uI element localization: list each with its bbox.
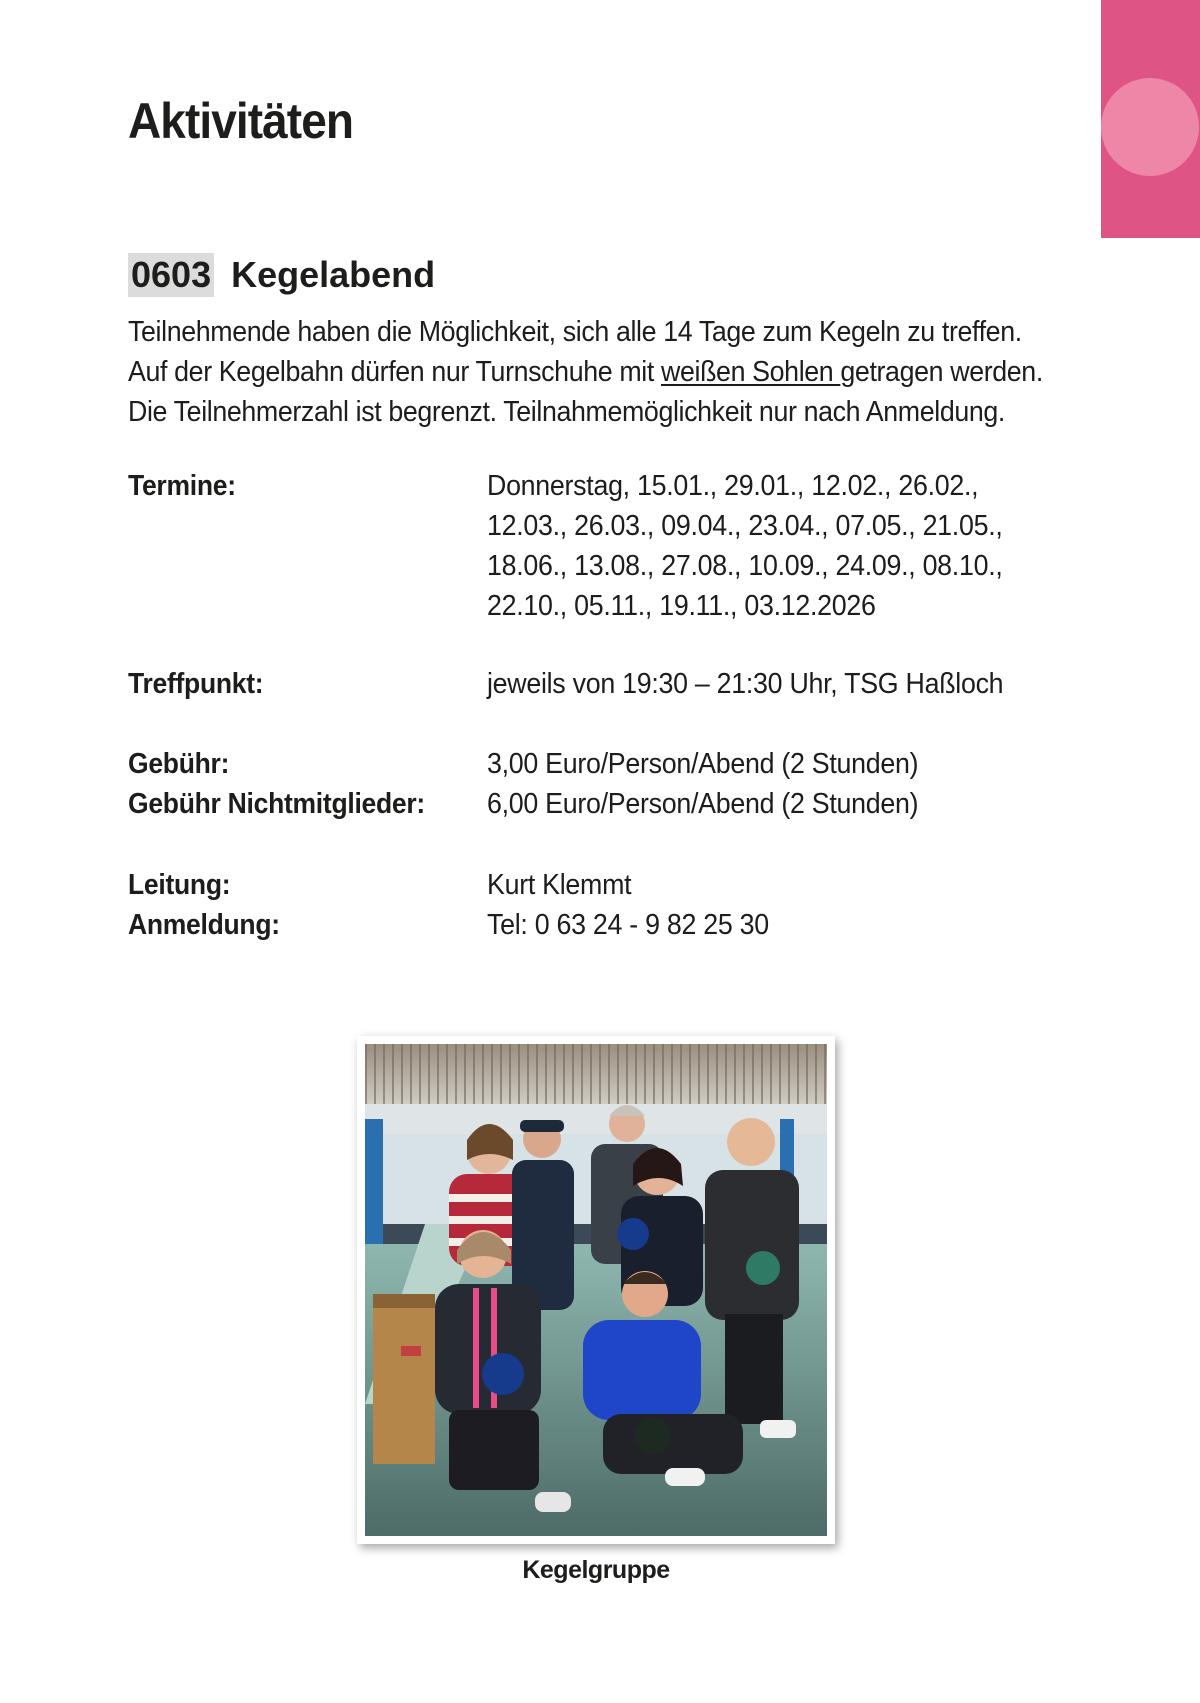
description-line: Teilnehmende haben die Möglichkeit, sich alle 14 Tage zum Kegeln zu treffen. — [128, 316, 1022, 348]
leitung-label: Leitung: — [128, 869, 231, 901]
dates-line: 22.10., 05.11., 19.11., 03.12.2026 — [487, 590, 876, 622]
tab-circle-decoration — [1101, 78, 1199, 176]
leitung-value: Kurt Klemmt — [487, 869, 632, 901]
termine-label: Termine: — [128, 470, 236, 502]
photo-caption: Kegelgruppe — [522, 1556, 670, 1584]
description-text: Auf der Kegelbahn dürfen nur Turnschuhe mit — [128, 356, 661, 388]
termine-dates — [487, 466, 1003, 626]
group-photo — [365, 1044, 827, 1536]
course-description — [128, 312, 1059, 432]
anmeldung-label: Anmeldung: — [128, 909, 280, 941]
description-line: Die Teilnehmerzahl ist begrenzt. Teilnahmemöglichkeit nur nach Anmeldung. — [128, 396, 1005, 428]
page-tab-accent — [1101, 0, 1200, 238]
gebuehr-value: 3,00 Euro/Person/Abend (2 Stunden) — [487, 748, 919, 780]
page-title: Aktivitäten — [128, 93, 354, 149]
dates-line: Donnerstag, 15.01., 29.01., 12.02., 26.02., — [487, 470, 979, 502]
course-number: 0603 — [128, 253, 214, 297]
gebuehr-label: Gebühr: — [128, 748, 230, 780]
treffpunkt-value: jeweils von 19:30 – 21:30 Uhr, TSG Haßloch — [487, 668, 1004, 700]
group-photo-frame — [357, 1036, 835, 1544]
dates-line: 18.06., 13.08., 27.08., 10.09., 24.09., 08.10., — [487, 550, 1003, 582]
gebuehr-nichtmitglieder-value: 6,00 Euro/Person/Abend (2 Stunden) — [487, 788, 919, 820]
description-text: getragen werden. — [840, 356, 1043, 388]
course-heading — [128, 253, 435, 297]
anmeldung-value: Tel: 0 63 24 - 9 82 25 30 — [487, 909, 769, 941]
gebuehr-nichtmitglieder-label: Gebühr Nichtmitglieder: — [128, 788, 425, 820]
treffpunkt-label: Treffpunkt: — [128, 668, 264, 700]
description-line — [128, 352, 1059, 392]
underlined-text: weißen Sohlen — [660, 356, 841, 388]
dates-line: 12.03., 26.03., 09.04., 23.04., 07.05., 21.05., — [487, 510, 1003, 542]
course-title: Kegelabend — [231, 254, 436, 295]
